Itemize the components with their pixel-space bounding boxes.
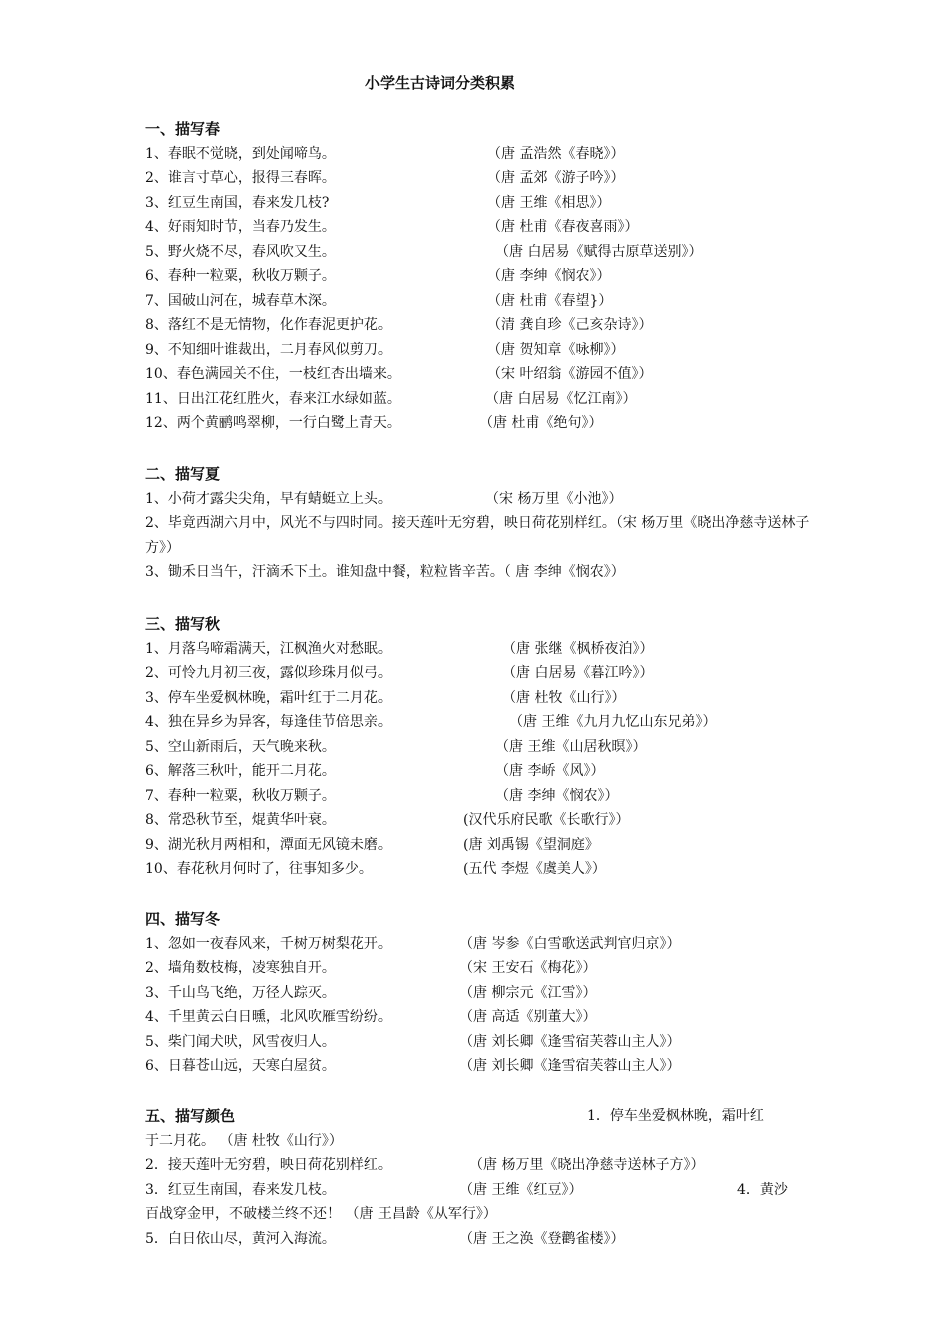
- poem-line: [145, 264, 825, 289]
- poem-source: （唐 杜甫《春夜喜雨》）: [487, 219, 639, 235]
- poem-line: [145, 1153, 825, 1178]
- poem-line: [145, 857, 825, 882]
- poem-source: （唐 王维《山居秋暝》）: [495, 738, 647, 755]
- poem-line: [145, 487, 825, 512]
- poem-line: [145, 710, 825, 735]
- poem-line: [145, 686, 825, 711]
- section-heading: 三、描写秋: [145, 615, 221, 633]
- poem-line: [145, 560, 825, 585]
- poem-paragraph: 2、毕竟西湖六月中，风光不与四时同。接天莲叶无穷碧，映日荷花别样红。（宋 杨万里《晓出净慈寺送林子方》）: [145, 515, 810, 556]
- poem-text: 3、停车坐爱枫林晚，霜叶红于二月花。: [145, 689, 392, 706]
- poem-line: [145, 215, 825, 240]
- poem-text: 12、两个黄鹂鸣翠柳，一行白鹭上青天。: [145, 415, 401, 431]
- section-winter: [145, 907, 825, 1079]
- poem-text: 11、日出江花红胜火，春来江水绿如蓝。: [145, 390, 401, 407]
- poem-text: 4．黄沙: [737, 1181, 788, 1198]
- poem-source: （唐 孟浩然《春晓》）: [487, 145, 625, 162]
- poem-source: (五代 李煜《虞美人》）: [463, 861, 606, 877]
- poem-source: （唐 杜甫《春望}）: [487, 292, 613, 309]
- poem-text: 2、墙角数枝梅，凌寒独自开。: [145, 960, 336, 976]
- poem-line: [145, 411, 825, 436]
- poem-text: 2、可怜九月初三夜，露似珍珠月似弓。: [145, 665, 392, 681]
- poem-line: [145, 1202, 825, 1227]
- section-autumn: [145, 612, 825, 882]
- poem-source: (汉代乐府民歌《长歌行》）: [463, 812, 630, 828]
- poem-line: [145, 313, 825, 338]
- poem-line: [145, 637, 825, 662]
- poem-text: 2．接天莲叶无穷碧，映日荷花别样红。: [145, 1157, 392, 1173]
- poem-source: （唐 刘长卿《逢雪宿芙蓉山主人》）: [459, 1058, 681, 1074]
- poem-source: （唐 王维《红豆》）: [459, 1181, 583, 1198]
- poem-line: [145, 289, 825, 314]
- poem-line: [145, 1227, 825, 1252]
- poem-source: （清 龚自珍《己亥杂诗》）: [487, 317, 653, 333]
- poem-source: （唐 杨万里《晓出净慈寺送林子方》）: [469, 1157, 705, 1173]
- poem-text: 5．白日依山尽，黄河入海流。: [145, 1230, 336, 1247]
- poem-text: 7、春种一粒粟，秋收万颗子。: [145, 787, 336, 804]
- poem-line: [145, 932, 825, 957]
- poem-line: [145, 1129, 825, 1154]
- poem-line: [145, 956, 825, 981]
- poem-text: 9、不知细叶谁裁出，二月春风似剪刀。: [145, 341, 392, 358]
- poem-source: (唐 刘禹锡《望洞庭》: [463, 836, 599, 853]
- poem-text: 6、春种一粒粟，秋收万颗子。: [145, 268, 336, 284]
- poem-text: 8、落红不是无情物，化作春泥更护花。: [145, 317, 392, 333]
- poem-text: 4、好雨知时节，当春乃发生。: [145, 219, 336, 235]
- poem-line: [145, 142, 825, 167]
- poem-source: （唐 刘长卿《逢雪宿芙蓉山主人》）: [459, 1033, 681, 1050]
- poem-line: [145, 1178, 825, 1203]
- poem-text: 1、月落乌啼霜满天，江枫渔火对愁眠。: [145, 640, 392, 657]
- section-color: [145, 1104, 825, 1251]
- poem-text: 1、春眠不觉晓，到处闻啼鸟。: [145, 145, 336, 162]
- section-heading: 二、描写夏: [145, 465, 221, 483]
- poem-text: 3、千山鸟飞绝，万径人踪灭。: [145, 984, 336, 1001]
- poem-text: 1．停车坐爱枫林晚，霜叶红: [587, 1108, 764, 1124]
- poem-source: （唐 王之涣《登鹳雀楼》）: [459, 1230, 625, 1247]
- poem-line: [145, 338, 825, 363]
- poem-source: （唐 岑参《白雪歌送武判官归京》）: [459, 935, 681, 952]
- poem-line: [145, 362, 825, 387]
- poem-text: 5、空山新雨后，天气晚来秋。: [145, 738, 336, 755]
- section-heading: 四、描写冬: [145, 910, 221, 928]
- poem-source: （唐 白居易《暮江吟》）: [502, 665, 654, 681]
- poem-line: [145, 240, 825, 265]
- poem-text: 于二月花。 （唐 杜牧《山行》）: [145, 1132, 343, 1149]
- section-spring: [145, 117, 825, 436]
- section-heading: 一、描写春: [145, 120, 221, 138]
- poem-text: 3、锄禾日当午，汗滴禾下土。谁知盘中餐，粒粒皆辛苦。（ 唐 李绅《悯农》）: [145, 564, 625, 580]
- poem-text: 3．红豆生南国，春来发几枝。: [145, 1181, 336, 1198]
- poem-line: [145, 387, 825, 412]
- section-heading: 五、描写颜色: [145, 1107, 236, 1125]
- poem-line: [145, 833, 825, 858]
- poem-text: 10、春色满园关不住，一枝红杏出墙来。: [145, 366, 401, 382]
- poem-text: 1、小荷才露尖尖角，早有蜻蜓立上头。: [145, 490, 392, 507]
- poem-text: 1、忽如一夜春风来，千树万树梨花开。: [145, 935, 392, 952]
- poem-line: [145, 784, 825, 809]
- poem-text: 10、春花秋月何时了，往事知多少。: [145, 861, 373, 877]
- poem-line: [145, 735, 825, 760]
- section-summer: [145, 462, 825, 585]
- poem-text: 5、野火烧不尽，春风吹又生。: [145, 243, 336, 260]
- poem-text: 9、湖光秋月两相和，潭面无风镜未磨。: [145, 836, 392, 853]
- poem-source: （唐 白居易《忆江南》）: [485, 390, 637, 407]
- poem-source: （唐 李峤《风》）: [495, 763, 605, 779]
- poem-line: [145, 981, 825, 1006]
- poem-source: （唐 柳宗元《江雪》）: [459, 984, 597, 1001]
- poem-source: （唐 杜牧《山行》）: [502, 689, 626, 706]
- poem-text: 7、国破山河在，城春草木深。: [145, 292, 336, 309]
- poem-text: 8、常恐秋节至，焜黄华叶衰。: [145, 812, 336, 828]
- poem-source: （唐 孟郊《游子吟》）: [487, 170, 625, 186]
- poem-source: （唐 贺知章《咏柳》）: [487, 341, 625, 358]
- poem-source: （唐 李绅《悯农》）: [495, 787, 619, 804]
- poem-source: （唐 李绅《悯农》）: [487, 268, 611, 284]
- poem-text: 5、柴门闻犬吠，风雪夜归人。: [145, 1033, 336, 1050]
- poem-source: （唐 高适《别董大》）: [459, 1009, 597, 1025]
- poem-line: [145, 661, 825, 686]
- poem-line: [145, 1005, 825, 1030]
- poem-source: （宋 叶绍翁《游园不值》）: [487, 366, 653, 382]
- poem-text: 4、独在异乡为异客，每逢佳节倍思亲。: [145, 714, 392, 730]
- poem-source: （宋 杨万里《小池》）: [485, 490, 623, 507]
- poem-line: [145, 759, 825, 784]
- poem-text: 百战穿金甲，不破楼兰终不还！ （唐 王昌龄《从军行》）: [145, 1206, 497, 1222]
- poem-line: [145, 166, 825, 191]
- poem-line: [145, 191, 825, 216]
- poem-line: [145, 808, 825, 833]
- poem-line: [145, 1030, 825, 1055]
- poem-line: [145, 1054, 825, 1079]
- poem-text: 6、日暮苍山远，天寒白屋贫。: [145, 1058, 336, 1074]
- document-title: 小学生古诗词分类积累: [364, 74, 515, 92]
- poem-source: （唐 白居易《赋得古原草送别》）: [495, 243, 703, 260]
- poem-text: 4、千里黄云白日曛，北风吹雁雪纷纷。: [145, 1009, 392, 1025]
- poem-source: （唐 王维《相思》）: [487, 194, 611, 211]
- poem-text: 6、解落三秋叶，能开二月花。: [145, 763, 336, 779]
- poem-text: 3、红豆生南国，春来发几枝?: [145, 194, 330, 211]
- poem-source: （唐 张继《枫桥夜泊》）: [502, 640, 654, 657]
- poem-source: （唐 王维《九月九忆山东兄弟》）: [509, 714, 717, 730]
- poem-source: （唐 杜甫《绝句》）: [479, 415, 603, 431]
- poem-source: （宋 王安石《梅花》）: [459, 960, 597, 976]
- section-heading-row: [145, 1104, 825, 1129]
- poem-text: 2、谁言寸草心，报得三春晖。: [145, 170, 336, 186]
